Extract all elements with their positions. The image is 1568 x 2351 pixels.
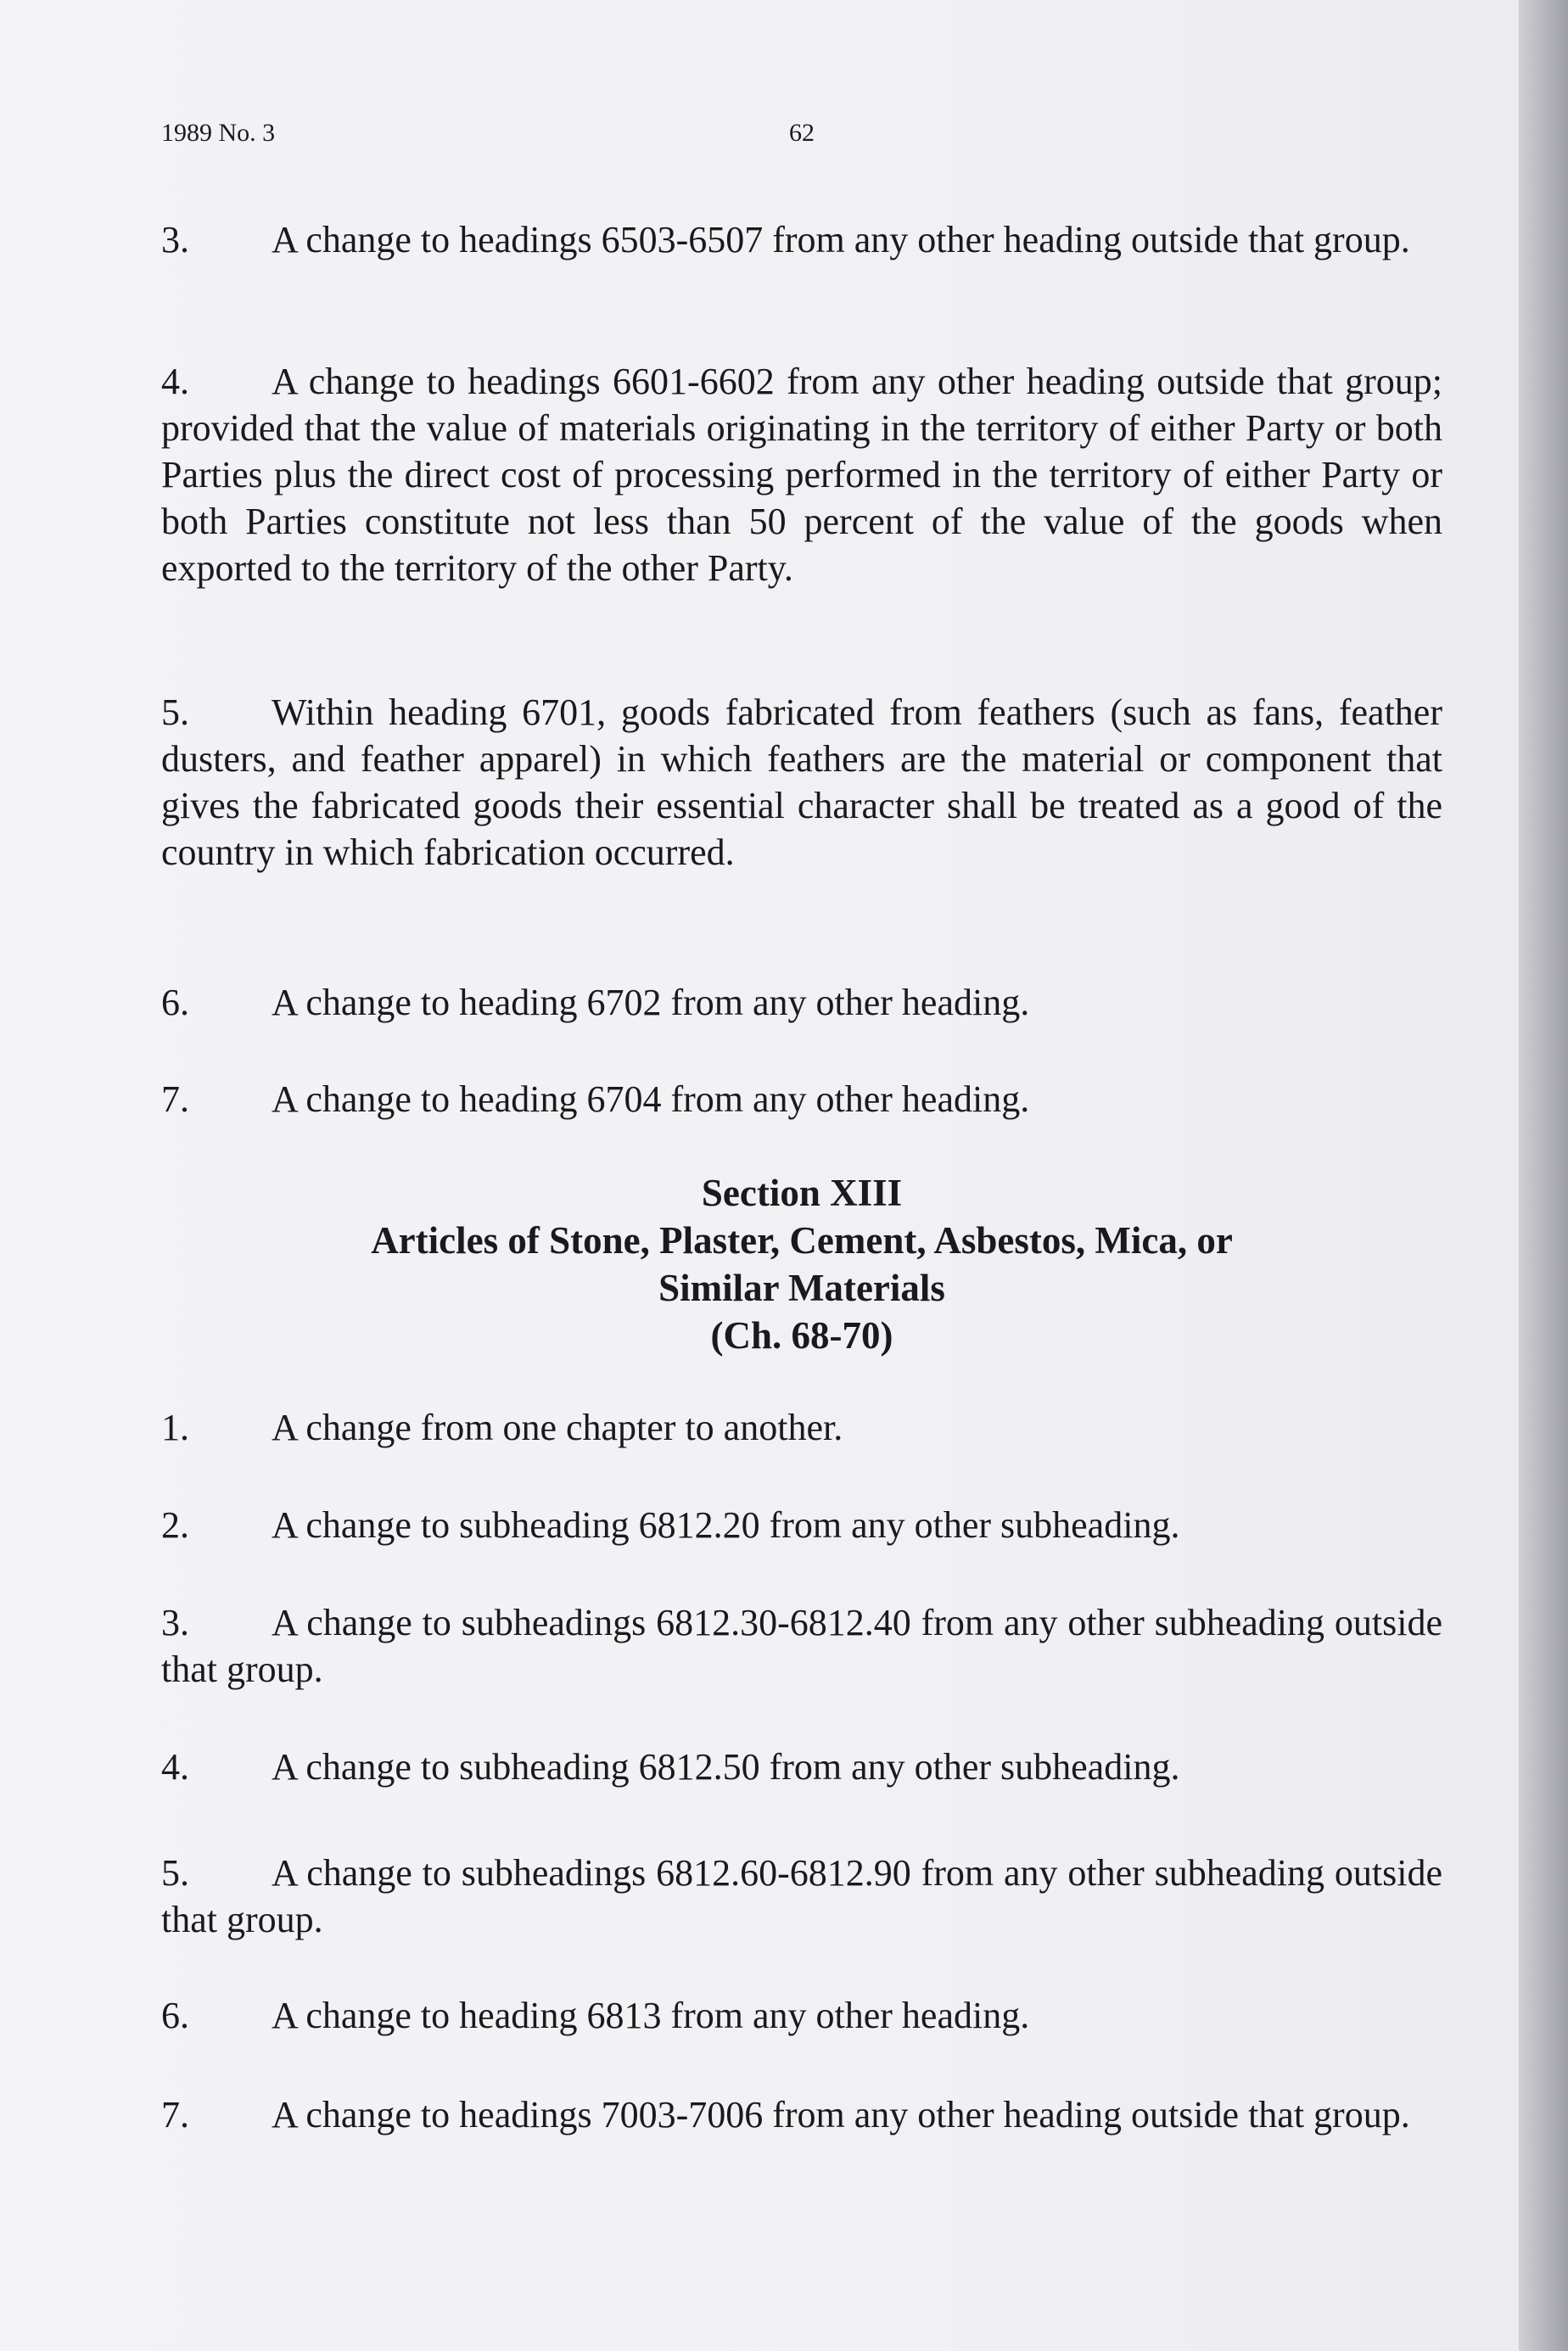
section-heading [161, 1169, 1442, 1359]
rule-number: 7. [161, 2094, 189, 2135]
rule-item [161, 1744, 1442, 1790]
section-title: Section XIII [701, 1172, 903, 1214]
rule-number: 6. [161, 982, 189, 1023]
rule-item [161, 979, 1442, 1026]
rule-number: 6. [161, 1995, 189, 2036]
rule-text: A change to heading 6813 from any other heading. [272, 1995, 1030, 2036]
rule-text: A change from one chapter to another. [272, 1407, 843, 1448]
rule-text: A change to heading 6704 from any other heading. [272, 1078, 1030, 1120]
rule-item [161, 1850, 1442, 1943]
rule-item [161, 1599, 1442, 1693]
statute-year-number: 1989 No. 3 [161, 119, 276, 147]
rule-item [161, 1404, 1442, 1451]
rule-number: 4. [161, 1746, 189, 1788]
rule-item [161, 1992, 1442, 2039]
rule-number: 5. [161, 691, 189, 733]
rule-item [161, 216, 1442, 263]
rule-number: 7. [161, 1078, 189, 1120]
book-page-edge [1519, 0, 1568, 2351]
rule-text: A change to headings 6601-6602 from any other heading outside that group; provided that the value of materials originating in the territory of either Party or both Parties plus the direct cost of processing performed in the territory of either Party or both Parties constitute not less than 50 percent of the value of the goods when exported to the territory of the other Party. [161, 361, 1442, 589]
page-number: 62 [789, 119, 815, 147]
rule-item [161, 2091, 1442, 2138]
rule-number: 1. [161, 1407, 189, 1448]
rule-number: 3. [161, 219, 189, 260]
rule-number: 5. [161, 1852, 189, 1894]
page-header [161, 119, 925, 153]
rule-item [161, 1502, 1442, 1548]
rule-text: A change to subheadings 6812.60-6812.90 from any other subheading outside that group. [161, 1852, 1442, 1940]
rule-item [161, 1076, 1442, 1122]
rule-text: A change to headings 7003-7006 from any other heading outside that group. [272, 2094, 1410, 2135]
section-subtitle: Articles of Stone, Plaster, Cement, Asbestos, Mica, or Similar Materials [371, 1219, 1233, 1309]
rule-number: 3. [161, 1602, 189, 1643]
rule-text: Within heading 6701, goods fabricated from feathers (such as fans, feather dusters, and feather apparel) in which feathers are the material or component that gives the fabricated goods their essential character shall be treated as a good of the country in which fabrication occurred. [161, 691, 1442, 873]
rule-text: A change to subheading 6812.20 from any other subheading. [272, 1504, 1180, 1546]
rule-item [161, 358, 1442, 591]
rule-number: 4. [161, 361, 189, 402]
rule-number: 2. [161, 1504, 189, 1546]
section-chapters: (Ch. 68-70) [710, 1314, 893, 1357]
rule-text: A change to heading 6702 from any other heading. [272, 982, 1030, 1023]
rule-item [161, 689, 1442, 876]
rule-text: A change to headings 6503-6507 from any other heading outside that group. [272, 219, 1410, 260]
rule-text: A change to subheading 6812.50 from any other subheading. [272, 1746, 1180, 1788]
rule-text: A change to subheadings 6812.30-6812.40 from any other subheading outside that group. [161, 1602, 1442, 1690]
